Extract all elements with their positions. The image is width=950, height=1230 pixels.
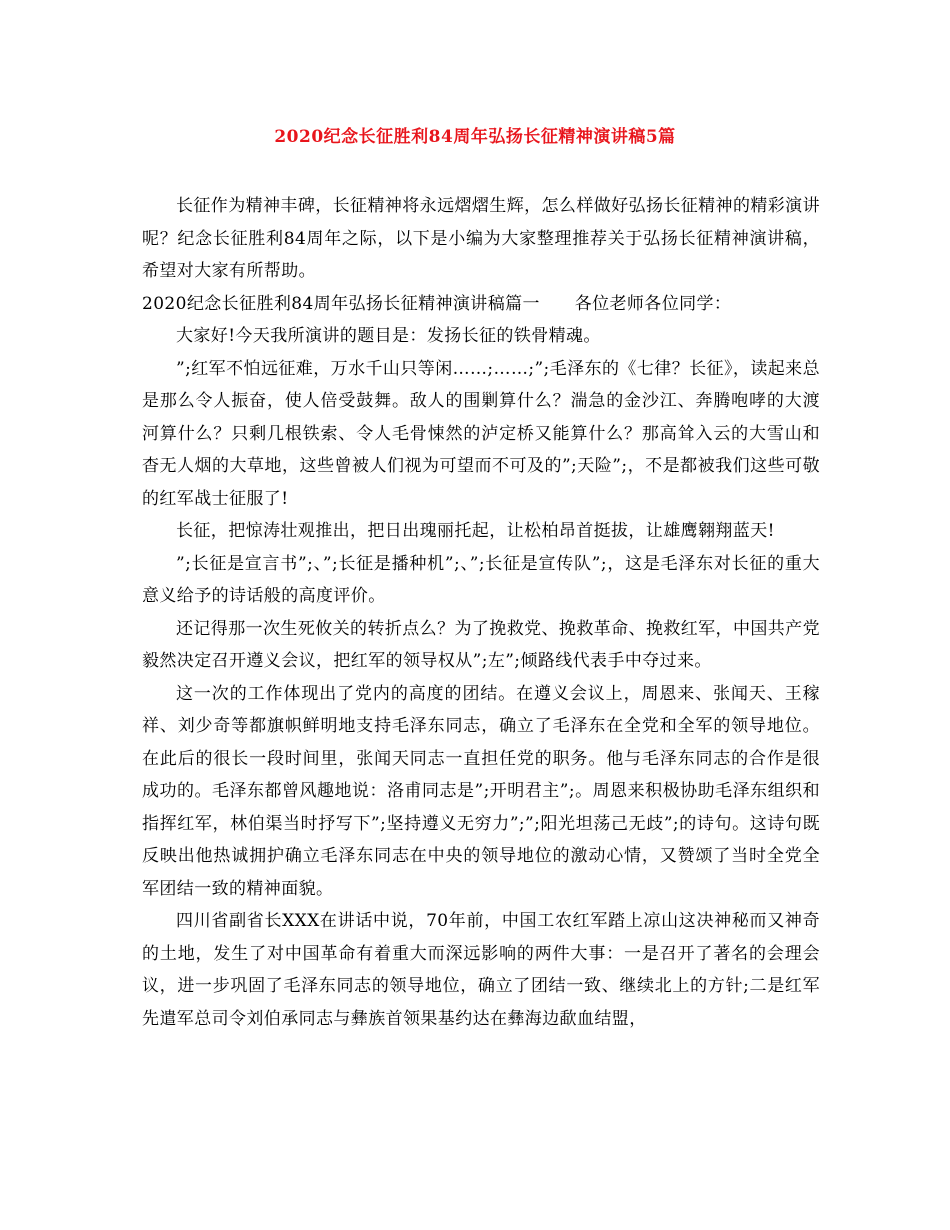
paragraph-evaluation: ”;长征是宣言书”;、”;长征是播种机”;、”;长征是宣传队”;，这是毛泽东对长征的重大意义给予的诗话般的高度评价。 (142, 553, 820, 606)
document-title: 2020纪念长征胜利84周年弘扬长征精神演讲稿5篇 (274, 127, 676, 147)
paragraph-sichuan: 四川省副省长XXX在讲话中说，70年前，中国工农红军踏上凉山这决神秘而又神奇的土地，发生了对中国革命有着重大而深远影响的两件大事：一是召开了著名的会理会议，进一步巩固了毛泽东同志的领导地位，确立了团结一致、继续北上的方针;二是红军先遣军总司令刘伯承同志与彝族首领果基约达在彝海边歃血结盟， (142, 911, 820, 1029)
paragraph-long-march: 长征，把惊涛壮观推出，把日出瑰丽托起，让松柏昂首挺拔，让雄鹰翱翔蓝天! (176, 521, 775, 541)
paragraph-poem: ”;红军不怕远征难，万水千山只等闲……;……;”;毛泽东的《七律？长征》，读起来总是那么令人振奋，使人倍受鼓舞。敌人的围剿算什么？湍急的金沙江、奔腾咆哮的大渡河算什么？只剩几根铁索、令人毛骨悚然的泸定桥又能算什么？那高耸入云的大雪山和杳无人烟的大草地，这些曾被人们视为可望而不可及的”;天险”;，不是都被我们这些可敬的红军战士征服了! (142, 358, 820, 509)
paragraph-intro: 长征作为精神丰碑，长征精神将永远熠熠生辉，怎么样做好弘扬长征精神的精彩演讲呢？纪念长征胜利84周年之际，以下是小编为大家整理推荐关于弘扬长征精神演讲稿，希望对大家有所帮助。 (142, 196, 820, 281)
paragraph-turning-point: 还记得那一次生死攸关的转折点么？为了挽救党、挽救革命、挽救红军，中国共产党毅然决定召开遵义会议，把红军的领导权从”;左”;倾路线代表手中夺过来。 (142, 618, 820, 671)
paragraph-unity: 这一次的工作体现出了党内的高度的团结。在遵义会议上，周恩来、张闻天、王稼祥、刘少奇等都旗帜鲜明地支持毛泽东同志，确立了毛泽东在全党和全军的领导地位。在此后的很长一段时间里，张闻天同志一直担任党的职务。他与毛泽东同志的合作是很成功的。毛泽东都曾风趣地说：洛甫同志是”;开明君主”;。周恩来积极协助毛泽东组织和指挥红军，林伯渠当时抒写下”;坚持遵义无穷力”;”;阳光坦荡己无歧”;的诗句。这诗句既反映出他热诚拥护确立毛泽东同志在中央的领导地位的激动心情，又赞颂了当时全党全军团结一致的精神面貌。 (142, 683, 820, 899)
paragraph-section-heading: 2020纪念长征胜利84周年弘扬长征精神演讲稿篇一 各位老师各位同学： (142, 293, 732, 314)
document-body (142, 190, 820, 1035)
paragraph-greeting: 大家好!今天我所演讲的题目是：发扬长征的铁骨精魂。 (176, 326, 601, 346)
